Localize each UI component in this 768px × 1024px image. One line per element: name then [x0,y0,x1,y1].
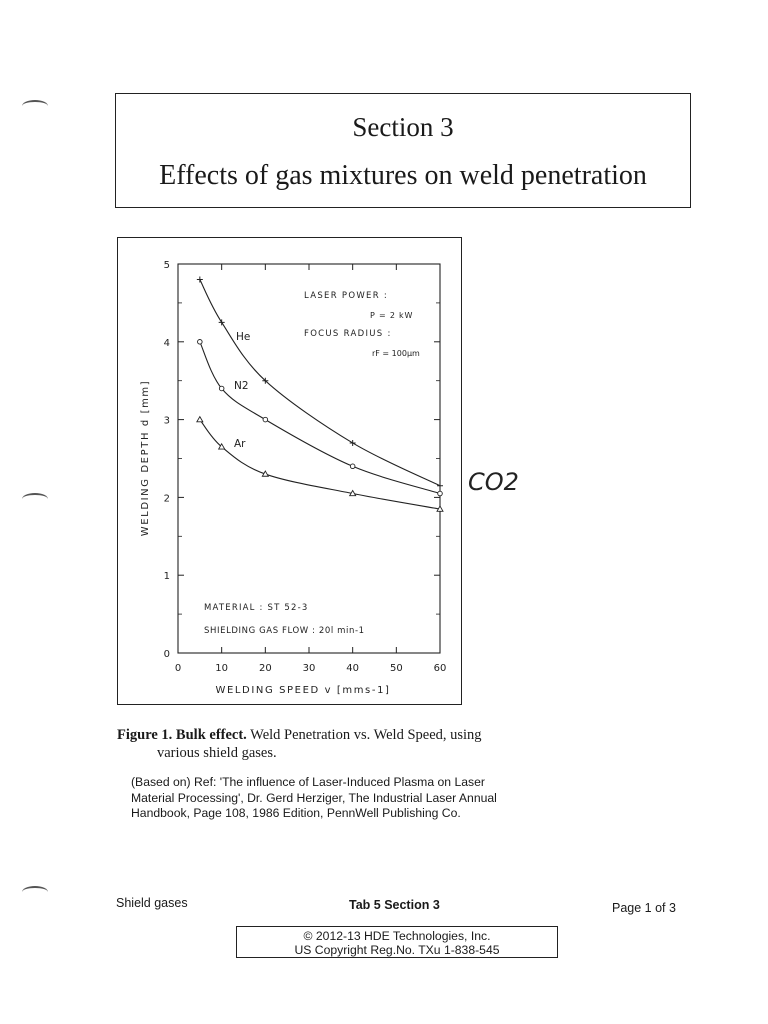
data-point-plus [350,440,356,446]
x-tick-label: 10 [215,663,229,674]
y-tick-label: 5 [163,260,170,271]
y-tick-label: 0 [163,649,170,660]
copyright-line2: US Copyright Reg.No. TXu 1-838-545 [294,943,500,957]
x-tick-label: 30 [302,663,316,674]
material-annotation: MATERIAL : ST 52-3 [204,603,309,613]
x-tick-label: 50 [389,663,403,674]
gas-flow-annotation: SHIELDING GAS FLOW : 20l min-1 [204,626,365,636]
x-axis-label: WELDING SPEED v [mms-1] [215,685,391,696]
y-tick-label: 3 [163,415,170,427]
data-point-circle [350,464,355,469]
power-value: P = 2 kW [370,311,414,320]
punch-hole-mark [22,100,48,112]
footer-tab-section: Tab 5 Section 3 [349,898,440,912]
figure-frame [117,237,462,705]
y-axis-label: WELDING DEPTH d [mm] [140,379,151,537]
series-label-n2: N2 [234,380,249,392]
section-heading: Section 3 [352,112,454,142]
y-tick-label: 2 [163,493,170,505]
punch-hole-mark [22,886,48,898]
data-point-circle [438,491,443,496]
caption-text-line2: various shield gases. [157,745,277,761]
series-line-2 [200,342,440,494]
weld-depth-chart [118,238,463,706]
copyright-line1: © 2012-13 HDE Technologies, Inc. [303,929,491,943]
caption-text-line1: Weld Penetration vs. Weld Speed, using [246,727,482,743]
section-title-box [115,93,691,208]
x-tick-label: 40 [346,663,360,674]
series-label-he: He [236,331,251,343]
punch-hole-mark [22,493,48,505]
data-point-plus [197,277,203,283]
y-tick-label: 4 [163,337,170,349]
footer-page-number: Page 1 of 3 [612,901,676,915]
data-point-triangle [197,417,203,422]
copyright-box [236,926,558,958]
focus-radius-label: FOCUS RADIUS : [304,329,392,339]
series-line-3 [200,420,440,509]
reference-text: (Based on) Ref: 'The influence of Laser-Induced Plasma on Laser Material Processing', Dr. Gerd Herziger, The Industrial Laser Annual Handbook, Page 108, 1986 Edition, PennWell Publishing Co. [131,775,497,820]
section-subtitle: Effects of gas mixtures on weld penetration [159,160,647,191]
data-point-plus [437,483,443,489]
focus-value: rF = 100µm [372,349,420,358]
y-tick-label: 1 [163,571,170,583]
caption-bold: Figure 1. Bulk effect. [117,727,247,743]
figure-caption [117,726,517,762]
handwritten-co2-note [466,458,526,507]
data-point-circle [198,340,203,345]
x-tick-label: 60 [433,663,447,674]
data-point-circle [219,386,224,391]
data-point-circle [263,417,268,422]
x-tick-label: 0 [174,663,182,674]
x-tick-label: 20 [258,663,272,674]
plot-frame [178,264,440,653]
series-label-ar: Ar [234,438,246,450]
handwritten-co2-text: CO2 [468,468,519,496]
laser-power-label: LASER POWER : [304,291,389,301]
footer-topic: Shield gases [116,896,188,910]
data-point-plus [219,319,225,325]
